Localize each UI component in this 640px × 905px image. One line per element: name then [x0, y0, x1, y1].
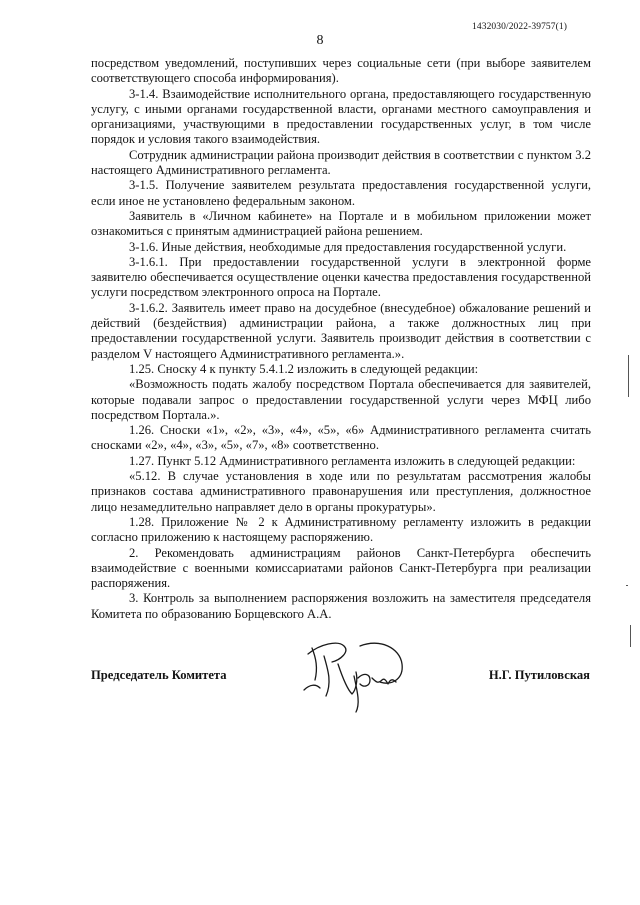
paragraph: 3-1.4. Взаимодействие исполнительного органа, предоставляющего государственную услугу, с иными органами государственной власти, органами местного самоуправления и организациями, участвующими в предоставлении государственных услуг, в том числе порядок и условия такого взаимодействия. — [91, 86, 591, 147]
paragraph: 3-1.6.2. Заявитель имеет право на досудебное (внесудебное) обжалование решений и действий (бездействия) администрации района, а также должностных лиц при предоставлении государственной услуги. Заявитель производит действия в соответствии с разделом V настоящего Административного регламента.». — [91, 300, 591, 361]
paragraph: 1.27. Пункт 5.12 Административного регламента изложить в следующей редакции: — [129, 453, 576, 468]
document-body — [91, 56, 591, 622]
signatory-role: Председатель Комитета — [91, 668, 227, 682]
page-number: 8 — [316, 33, 324, 48]
paragraph: 1.25. Сноску 4 к пункту 5.4.1.2 изложить в следующей редакции: — [129, 361, 479, 376]
paragraph: 3-1.5. Получение заявителем результата предоставления государственной услуги, если иное не установлено федеральным законом. — [91, 178, 591, 208]
scan-edge-mark — [628, 355, 629, 397]
signatory-name: Н.Г. Путиловская — [488, 668, 590, 682]
paragraph: 1.28. Приложение № 2 к Административному регламенту изложить в редакции согласно приложению к настоящему распоряжению. — [91, 514, 591, 545]
paragraph: 1.26. Сноски «1», «2», «3», «4», «5», «6» Административного регламента считать сносками «2», «4», «3», «5», «7», «8» соответственно. — [91, 423, 591, 453]
paragraph: посредством уведомлений, поступивших через социальные сети (при выборе заявителем соответствующего способа информирования). — [91, 56, 591, 86]
paragraph: «5.12. В случае установления в ходе или по результатам рассмотрения жалобы признаков состава административного правонарушения или преступления, должностное лицо незамедлительно направляет дело в органы прокуратуры». — [91, 469, 591, 514]
handwritten-signature — [298, 634, 418, 714]
paragraph: Сотрудник администрации района производит действия в соответствии с пунктом 3.2 настоящего Административного регламента. — [91, 147, 591, 178]
paragraph: 3-1.6.1. При предоставлении государственной услуги в электронной форме заявителю обеспечивается осуществление оценки качества предоставления государственной услуги посредством электронного опроса на Портале. — [91, 254, 591, 300]
paragraph: 2. Рекомендовать администрациям районов Санкт-Петербурга обеспечить взаимодействие с военными комиссариатами районов Санкт-Петербурга при реализации распоряжения. — [91, 545, 591, 591]
paragraph: «Возможность подать жалобу посредством Портала обеспечивается для заявителей, которые подавали запрос о предоставлении государственной услуги через МФЦ либо посредством Портала.». — [91, 377, 591, 422]
document-id: 1432030/2022-39757(1) — [472, 22, 567, 32]
paragraph: Заявитель в «Личном кабинете» на Портале и в мобильном приложении может ознакомиться с принятым администрацией района решением. — [91, 208, 591, 239]
scan-edge-mark — [630, 625, 631, 647]
paragraph: 3. Контроль за выполнением распоряжения возложить на заместителя председателя Комитета по образованию Борщевского А.А. — [91, 591, 591, 621]
paragraph: 3-1.6. Иные действия, необходимые для предоставления государственной услуги. — [129, 239, 567, 254]
scan-edge-mark — [626, 585, 628, 586]
